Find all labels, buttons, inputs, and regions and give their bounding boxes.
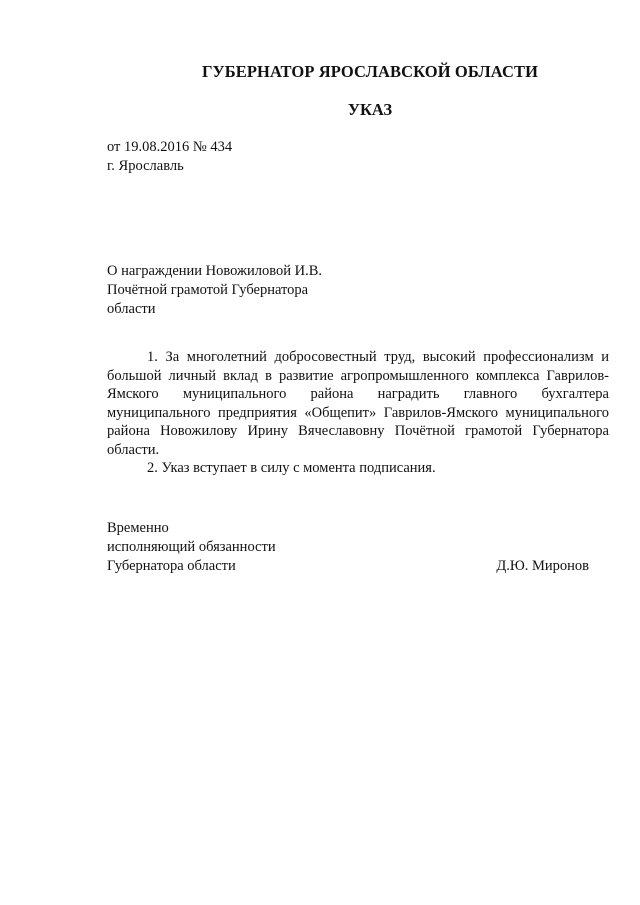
document-subject	[107, 262, 322, 319]
signature-row	[107, 519, 589, 538]
document-body	[107, 348, 609, 478]
signature-title-line: Губернатора области	[107, 558, 236, 574]
subject-line: О награждении Новожиловой И.В.	[107, 263, 323, 279]
document-type: УКАЗ	[347, 100, 393, 119]
paragraph: 2. Указ вступает в силу с момента подписания.	[147, 460, 436, 476]
subject-line: Почётной грамотой Губернатора	[107, 282, 309, 298]
signer-name: Д.Ю. Миронов	[496, 558, 589, 574]
place: г. Ярославль	[107, 158, 184, 174]
signature-row	[107, 557, 589, 576]
signature-title-line: Временно	[107, 520, 169, 536]
paragraph: 1. За многолетний добросовестный труд, высокий профессионализм и большой личный вклад в развитие агропромышленного комплекса Гаврилов-Ямского муниципального района наградить главного бухгалтера муниципального предприятия «Общепит» Гаврилов-Ямского муниципального района Новожилову Ирину Вячеславовну Почётной грамотой Губернатора области.	[107, 349, 609, 458]
signature-block	[107, 519, 589, 576]
signature-row	[107, 538, 589, 557]
date-number: от 19.08.2016 № 434	[107, 139, 233, 155]
document-meta	[107, 138, 232, 176]
subject-line: области	[107, 301, 156, 317]
document-authority: ГУБЕРНАТОР ЯРОСЛАВСКОЙ ОБЛАСТИ	[201, 62, 539, 81]
signature-title-line: исполняющий обязанности	[107, 539, 276, 555]
